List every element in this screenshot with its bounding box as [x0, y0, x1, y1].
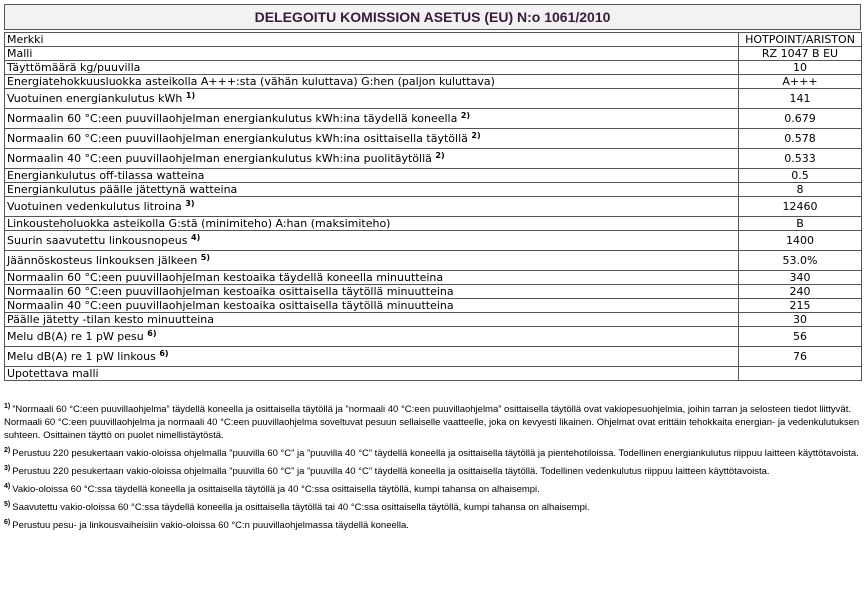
spec-label: Vuotuinen vedenkulutus litroina	[7, 200, 182, 213]
footnote	[4, 465, 861, 478]
spec-label: Päälle jätetty -tilan kesto minuutteina	[7, 313, 214, 326]
spec-row	[5, 75, 862, 89]
spec-row	[5, 251, 862, 271]
spec-label: Melu dB(A) re 1 pW linkous	[7, 350, 156, 363]
spec-label-cell	[5, 33, 739, 47]
spec-label-cell	[5, 271, 739, 285]
footnote-ref: 6)	[147, 329, 157, 338]
spec-label-cell	[5, 299, 739, 313]
spec-label-cell	[5, 327, 739, 347]
spec-value: HOTPOINT/ARISTON	[739, 33, 862, 47]
spec-row	[5, 285, 862, 299]
spec-label-cell	[5, 47, 739, 61]
footnote	[4, 403, 861, 442]
footnote-number: 4)	[4, 483, 11, 490]
spec-value: 76	[739, 347, 862, 367]
spec-value: 10	[739, 61, 862, 75]
spec-value: 240	[739, 285, 862, 299]
footnote-text: Perustuu 220 pesukertaan vakio-oloissa ohjelmalla ”puuvilla 60 °C” ja ”puuvilla 40 °C” täydellä koneella ja osittaisella täytöllä. Todellinen vedenkulutus riippuu laitteen käyttötavoista.	[12, 466, 770, 477]
spec-label-cell	[5, 251, 739, 271]
spec-value: 0.533	[739, 149, 862, 169]
spec-row	[5, 347, 862, 367]
spec-label: Linkousteholuokka asteikolla G:stä (minimiteho) A:han (maksimiteho)	[7, 217, 391, 230]
footnote	[4, 501, 861, 514]
document-title: DELEGOITU KOMISSION ASETUS (EU) N:o 1061/2010	[4, 4, 861, 30]
spec-value	[739, 367, 862, 381]
footnote-number: 1)	[4, 403, 11, 410]
spec-label-cell	[5, 61, 739, 75]
spec-row	[5, 129, 862, 149]
footnote	[4, 447, 861, 460]
spec-value: 56	[739, 327, 862, 347]
spec-label: Normaalin 60 °C:een puuvillaohjelman energiankulutus kWh:ina osittaisella täytöllä	[7, 132, 468, 145]
spec-row	[5, 89, 862, 109]
spec-table-body	[5, 33, 862, 381]
spec-label: Vuotuinen energiankulutus kWh	[7, 92, 183, 105]
footnote-ref: 3)	[185, 199, 195, 208]
footnote-text: Saavutettu vakio-oloissa 60 °C:ssa täydellä koneella ja osittaisella täytöllä tai 40 °C:ssa osittaisella täytöllä, kumpi tahansa on alhaisempi.	[12, 502, 590, 513]
spec-row	[5, 109, 862, 129]
spec-label: Normaalin 60 °C:een puuvillaohjelman kestoaika täydellä koneella minuutteina	[7, 271, 444, 284]
spec-row	[5, 197, 862, 217]
spec-label-cell	[5, 109, 739, 129]
spec-value: 30	[739, 313, 862, 327]
footnote-text: Perustuu pesu- ja linkousvaiheisiin vakio-oloissa 60 °C:n puuvillaohjelmassa täydellä koneella.	[12, 520, 409, 531]
footnote-number: 5)	[4, 501, 11, 508]
footnote-ref: 6)	[159, 349, 169, 358]
spec-label-cell	[5, 169, 739, 183]
footnote-ref: 4)	[191, 233, 201, 242]
spec-row	[5, 149, 862, 169]
spec-label: Suurin saavutettu linkousnopeus	[7, 234, 188, 247]
spec-label-cell	[5, 129, 739, 149]
footnote-number: 6)	[4, 519, 11, 526]
footnote-ref: 1)	[185, 91, 196, 100]
spec-label-cell	[5, 313, 739, 327]
spec-row	[5, 231, 862, 251]
footnote-ref: 2)	[435, 151, 445, 160]
spec-value: 8	[739, 183, 862, 197]
spec-label: Jäännöskosteus linkouksen jälkeen	[7, 254, 198, 267]
spec-value: 0.679	[739, 109, 862, 129]
spec-label-cell	[5, 89, 739, 109]
spec-label: Upotettava malli	[7, 367, 99, 380]
spec-row	[5, 61, 862, 75]
spec-row	[5, 313, 862, 327]
footnote-number: 3)	[4, 465, 11, 472]
product-fiche	[4, 4, 861, 381]
spec-label: Energiankulutus off-tilassa watteina	[7, 169, 205, 182]
footnote-text: Perustuu 220 pesukertaan vakio-oloissa ohjelmalla ”puuvilla 60 °C” ja ”puuvilla 40 °C” täydellä koneella ja osittaisella täytöllä ja pientehotiloissa. Todellinen energiankulutus riippuu laitteen käyttötavoista.	[12, 448, 859, 459]
footnote	[4, 483, 861, 496]
spec-value: RZ 1047 B EU	[739, 47, 862, 61]
spec-row	[5, 169, 862, 183]
spec-label: Normaalin 60 °C:een puuvillaohjelman kestoaika osittaisella täytöllä minuutteina	[7, 285, 454, 298]
spec-label-cell	[5, 285, 739, 299]
spec-label: Normaalin 40 °C:een puuvillaohjelman energiankulutus kWh:ina puolitäytöllä	[7, 152, 432, 165]
footnote-number: 2)	[4, 447, 11, 454]
spec-label-cell	[5, 347, 739, 367]
spec-label-cell	[5, 183, 739, 197]
spec-table	[4, 32, 862, 381]
spec-value: A+++	[739, 75, 862, 89]
spec-value: 141	[739, 89, 862, 109]
spec-label-cell	[5, 75, 739, 89]
spec-row	[5, 271, 862, 285]
spec-label: Malli	[7, 47, 33, 60]
spec-row	[5, 183, 862, 197]
footnote-ref: 2)	[471, 131, 481, 140]
spec-label: Melu dB(A) re 1 pW pesu	[7, 330, 144, 343]
spec-label: Täyttömäärä kg/puuvilla	[7, 61, 141, 74]
spec-value: 215	[739, 299, 862, 313]
footnotes	[4, 403, 861, 537]
spec-value: B	[739, 217, 862, 231]
spec-label: Energiatehokkuusluokka asteikolla A+++:sta (vähän kuluttava) G:hen (paljon kuluttava)	[7, 75, 495, 88]
spec-label-cell	[5, 231, 739, 251]
footnote-text: Vakio-oloissa 60 °C:ssa täydellä koneella ja osittaisella täytöllä ja 40 °C:ssa osittaisella täytöllä, kumpi tahansa on alhaisempi.	[12, 484, 540, 495]
spec-row	[5, 327, 862, 347]
footnote	[4, 519, 861, 532]
spec-value: 340	[739, 271, 862, 285]
spec-value: 0.5	[739, 169, 862, 183]
footnote-ref: 5)	[200, 253, 211, 262]
spec-label-cell	[5, 217, 739, 231]
spec-label: Merkki	[7, 33, 44, 46]
spec-row	[5, 47, 862, 61]
footnote-ref: 2)	[460, 111, 471, 120]
spec-value: 0.578	[739, 129, 862, 149]
spec-row	[5, 33, 862, 47]
footnote-text: ”Normaali 60 °C:een puuvillaohjelma” täydellä koneella ja osittaisella täytöllä ja ”normaali 40 °C:een puuvillaohjelma” osittaisella täytöllä ovat vakiopesuohjelmia, joihin tarran ja selosteen tiedot liittyvät. Normaali 60 °C:een puuvillaohjelma ja normaali 40 °C:een puuvillaohjelma soveltuvat pesuun sellaiselle vaatteelle, joka on kevyesti likainen. Ohjelmat ovat erittäin tehokkaita energian- ja vedenkulutuksen suhteen. Osittainen täyttö on puolet nimellistäytöstä.	[4, 404, 860, 441]
spec-value: 1400	[739, 231, 862, 251]
spec-row	[5, 367, 862, 381]
spec-label: Normaalin 60 °C:een puuvillaohjelman energiankulutus kWh:ina täydellä koneella	[7, 112, 458, 125]
spec-label-cell	[5, 149, 739, 169]
spec-row	[5, 217, 862, 231]
spec-label-cell	[5, 367, 739, 381]
spec-label-cell	[5, 197, 739, 217]
spec-label: Normaalin 40 °C:een puuvillaohjelman kestoaika osittaisella täytöllä minuutteina	[7, 299, 454, 312]
spec-value: 12460	[739, 197, 862, 217]
spec-row	[5, 299, 862, 313]
spec-value: 53.0%	[739, 251, 862, 271]
spec-label: Energiankulutus päälle jätettynä watteina	[7, 183, 238, 196]
